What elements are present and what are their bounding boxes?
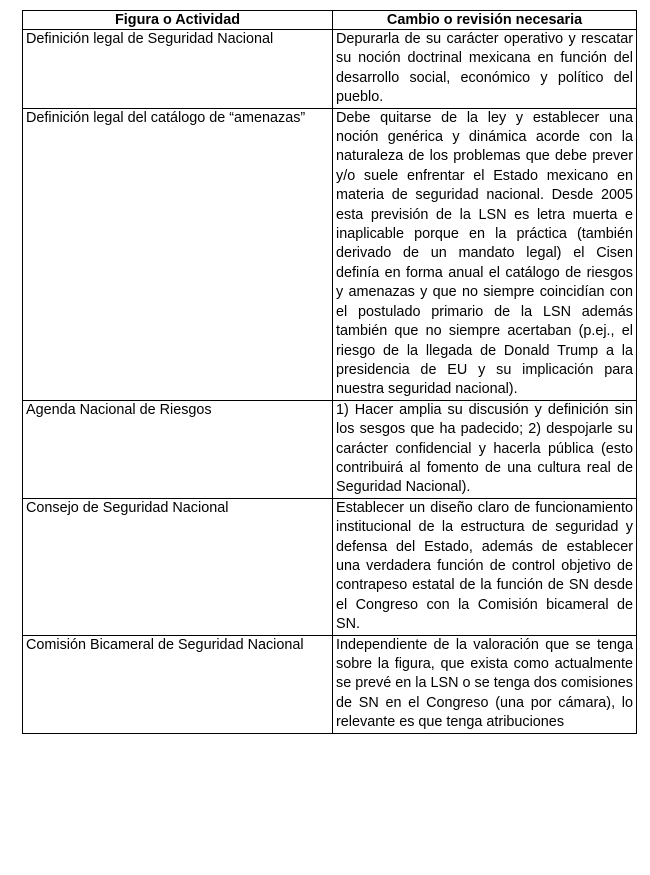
cell-revision: Depurarla de su carácter operativo y rescatar su noción doctrinal mexicana en función del desarrollo social, económico y político del pueblo. [333, 30, 637, 109]
table-row [23, 635, 637, 733]
cell-revision: Establecer un diseño claro de funcionamiento institucional de la estructura de seguridad y defensa del Estado, además de establecer una verdadera función de control objetivo de contrapeso estatal de la función de SN desde el Congreso con la Comisión bicameral de SN. [333, 498, 637, 635]
table-row [23, 498, 637, 635]
cell-revision: Debe quitarse de la ley y establecer una noción genérica y dinámica acorde con la naturaleza de los problemas que debe prever y/o suele enfrentar el Estado mexicano en materia de seguridad nacional. Desde 2005 esta previsión de la LSN es letra muerta e inaplicable porque en la práctica (también derivado de un mandato legal) el Cisen definía en forma anual el catálogo de riesgos y amenazas y que no siempre coincidían con el postulado primario de la LSN además también que no siempre acertaban (p.ej., el riesgo de la llegada de Donald Trump a la presidencia de EU y su implicación para nuestra seguridad nacional). [333, 108, 637, 400]
header-revision: Cambio o revisión necesaria [333, 11, 637, 30]
table-row [23, 108, 637, 400]
cell-figura: Definición legal del catálogo de “amenazas” [23, 108, 333, 400]
revision-table [22, 10, 637, 734]
header-figura: Figura o Actividad [23, 11, 333, 30]
cell-figura: Consejo de Seguridad Nacional [23, 498, 333, 635]
cell-revision: 1) Hacer amplia su discusión y definición sin los sesgos que ha padecido; 2) despojarle su carácter confidencial y hacerla pública (esto contribuirá al fomento de una cultura real de Seguridad Nacional). [333, 400, 637, 498]
document-page [22, 10, 637, 734]
cell-figura: Definición legal de Seguridad Nacional [23, 30, 333, 109]
cell-figura: Comisión Bicameral de Seguridad Nacional [23, 635, 333, 733]
cell-figura: Agenda Nacional de Riesgos [23, 400, 333, 498]
table-row [23, 400, 637, 498]
cell-revision: Independiente de la valoración que se tenga sobre la figura, que exista como actualmente se prevé en la LSN o se tenga dos comisiones de SN en el Congreso (una por cámara), lo relevante es que tenga atribuciones [333, 635, 637, 733]
table-header-row [23, 11, 637, 30]
table-row [23, 30, 637, 109]
